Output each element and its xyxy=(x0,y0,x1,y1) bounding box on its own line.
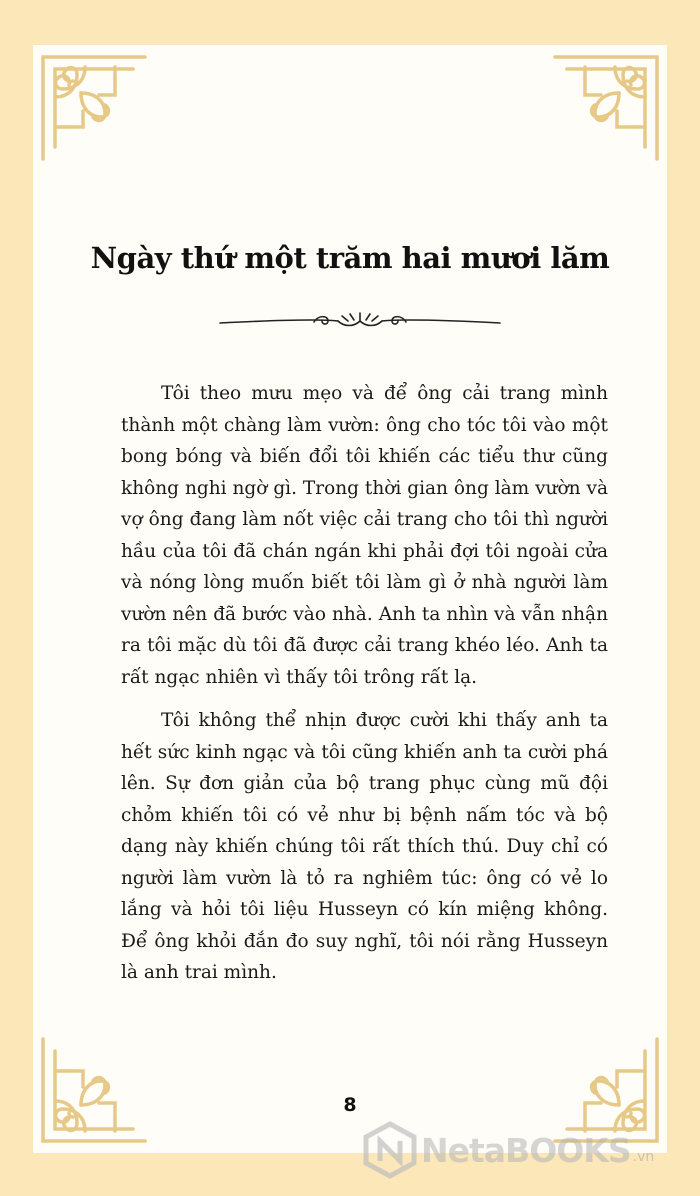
title-divider-ornament xyxy=(218,311,502,333)
chapter-title: Ngày thứ một trăm hai mươi lăm xyxy=(90,241,610,275)
paragraph: Tôi theo mưu mẹo và để ông cải trang mình thành một chàng làm vườn: ông cho tóc tôi vào một bong bóng và biến đổi tôi khiến các tiểu thư cũng không nghi ngờ gì. Trong thời gian ông làm vườn và vợ ông đang làm nốt việc cải trang cho tôi thì người hầu của tôi đã chán ngán khi phải đợi tôi ngoài cửa và nóng lòng muốn biết tôi làm gì ở nhà người làm vườn nên đã bước vào nhà. Anh ta nhìn và vẫn nhận ra tôi mặc dù tôi đã được cải trang khéo léo. Anh ta rất ngạc nhiên vì thấy tôi trông rất lạ. xyxy=(121,383,608,688)
corner-ornament-top-left xyxy=(35,47,155,167)
watermark xyxy=(363,1120,700,1180)
watermark-suffix: .vn xyxy=(632,1149,655,1165)
netabooks-logo-icon xyxy=(363,1121,417,1179)
corner-ornament-bottom-left xyxy=(35,1031,155,1151)
book-page xyxy=(33,45,667,1153)
corner-ornament-top-right xyxy=(545,47,665,167)
page-number: 8 xyxy=(343,1094,357,1116)
chapter-body xyxy=(121,378,608,1001)
paragraph: Tôi không thể nhịn được cười khi thấy anh ta hết sức kinh ngạc và tôi cũng khiến anh ta cười phá lên. Sự đơn giản của bộ trang phục cùng mũ đội chỏm khiến tôi có vẻ như bị bệnh nấm tóc và bộ dạng này khiến chúng tôi rất thích thú. Duy chỉ có người làm vườn là tỏ ra nghiêm túc: ông có vẻ lo lắng và hỏi tôi liệu Husseyn có kín miệng không. Để ông khỏi đắn đo suy nghĩ, tôi nói rằng Husseyn là anh trai mình. xyxy=(121,710,608,983)
watermark-brand: NetaBOOKS xyxy=(421,1130,631,1170)
